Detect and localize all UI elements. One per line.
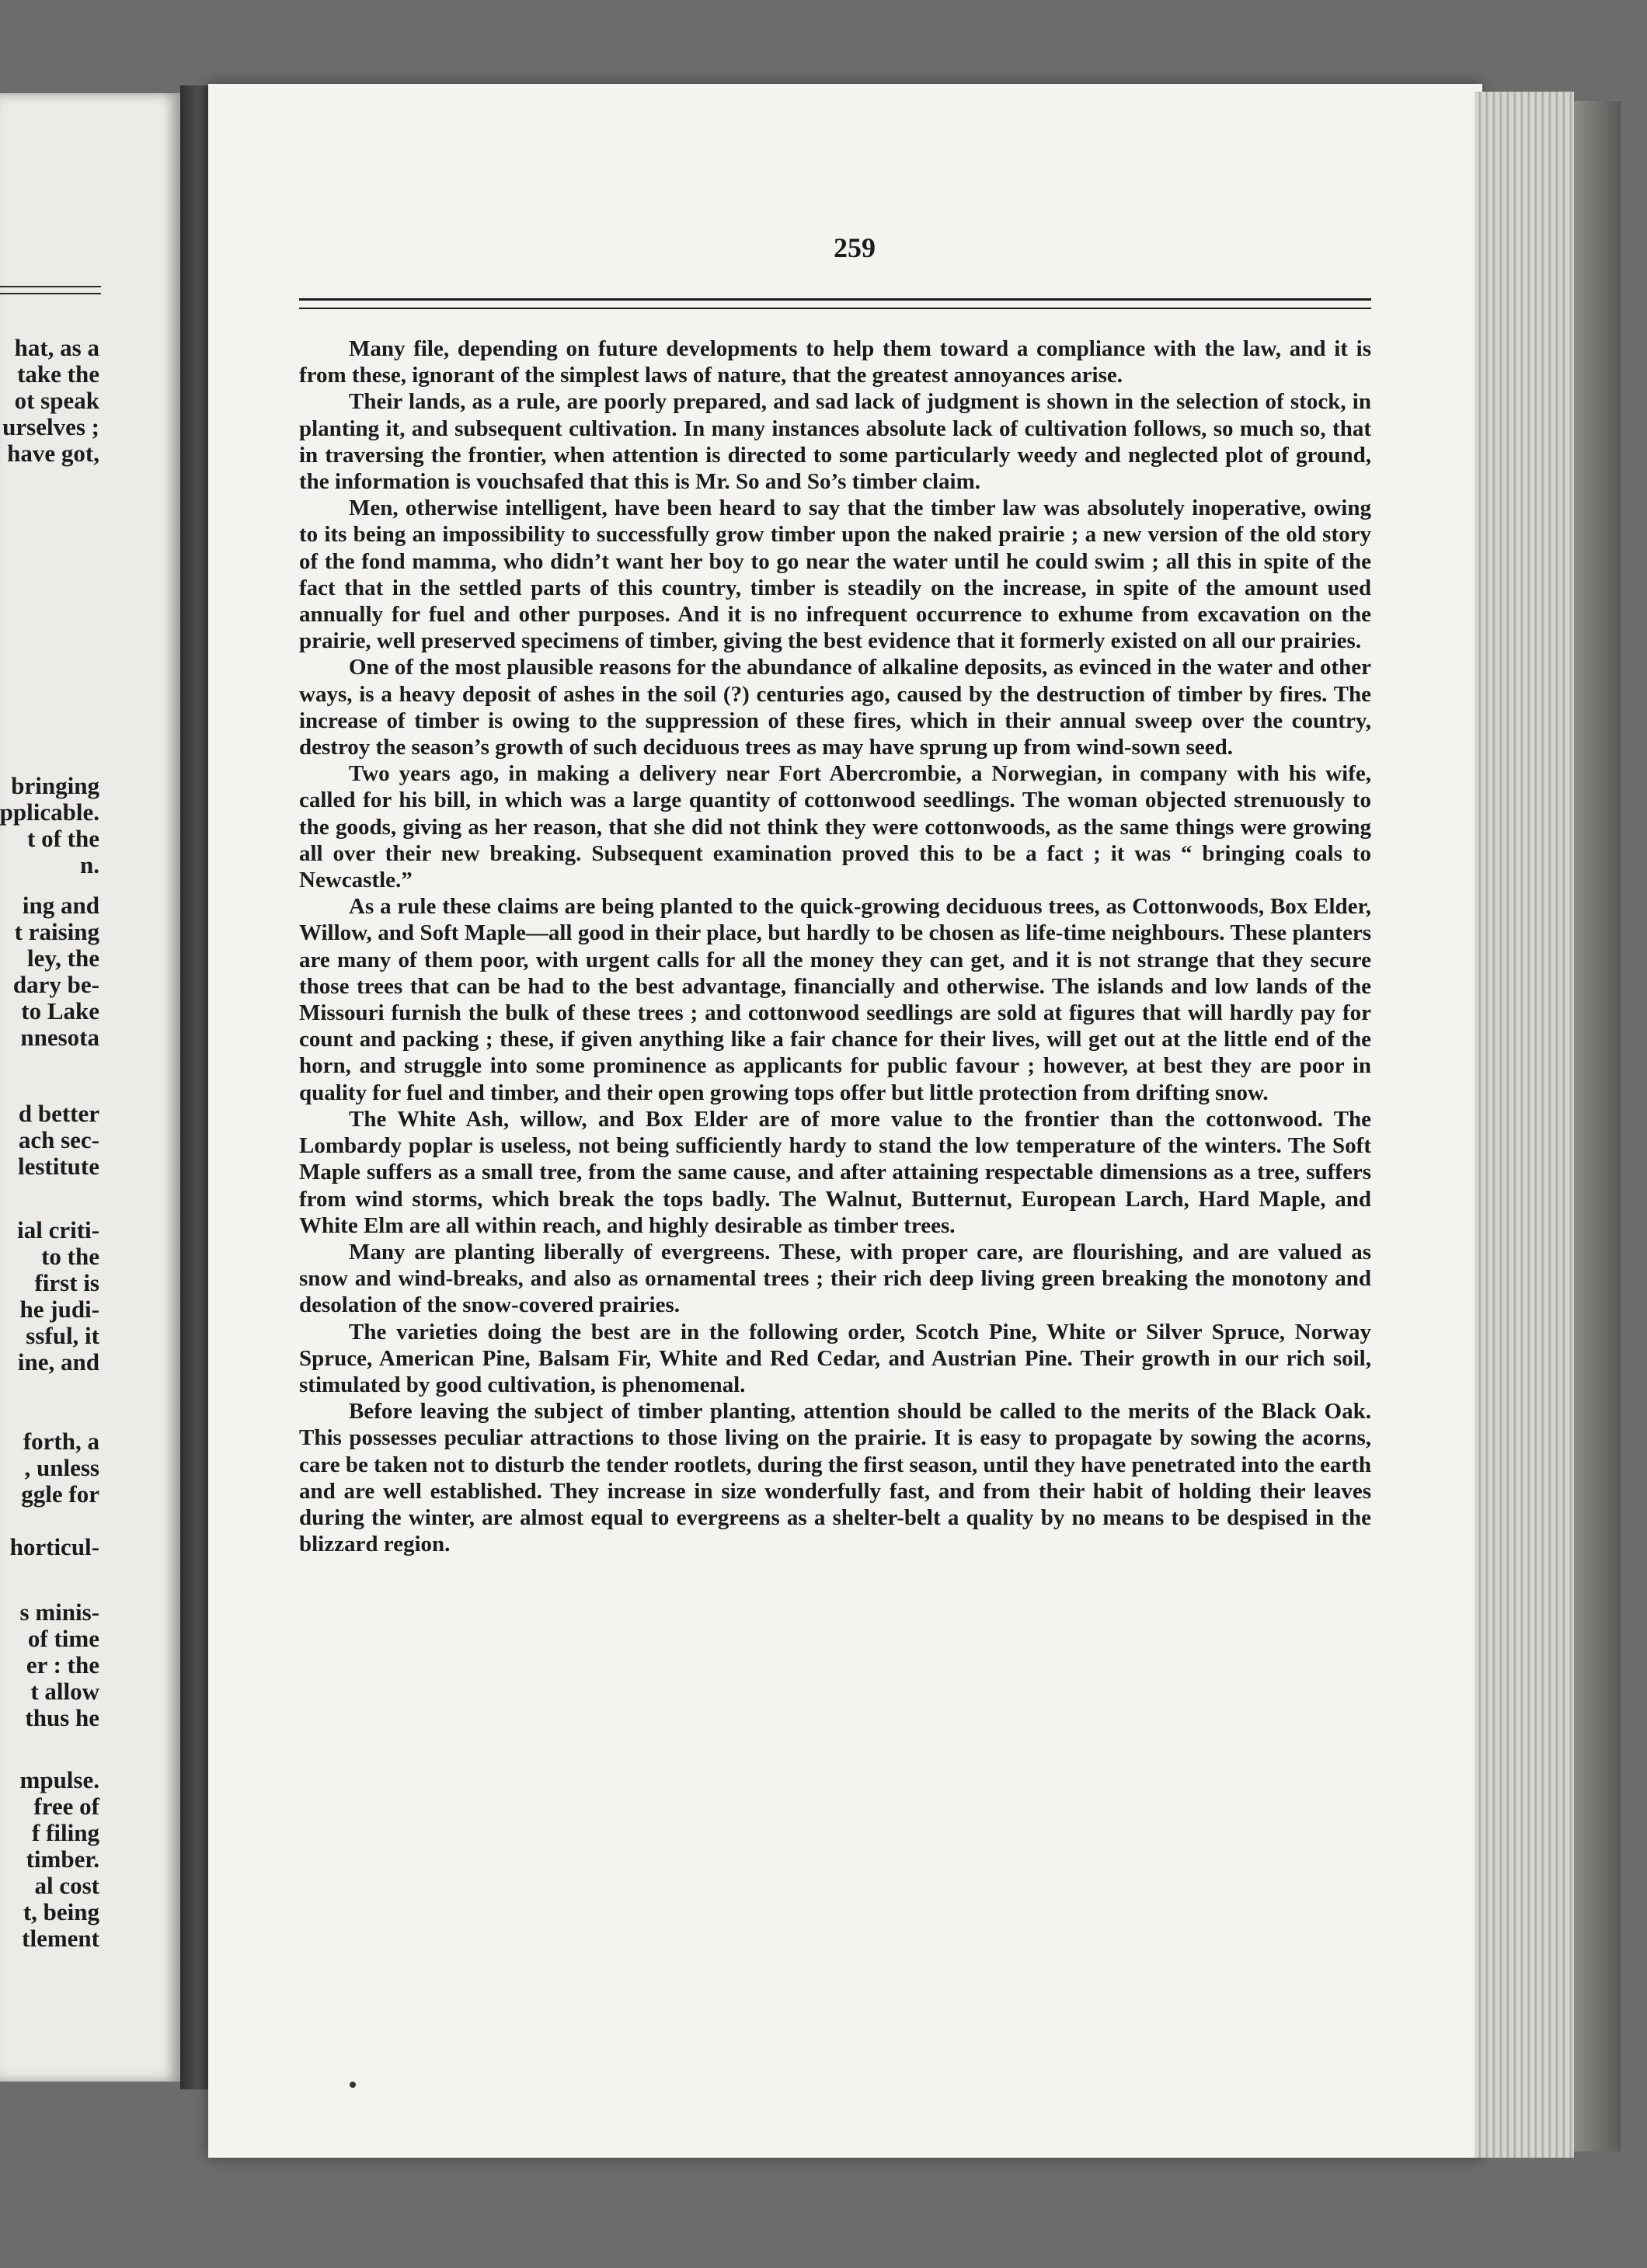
facing-page-left — [0, 93, 180, 2082]
facing-page-line-fragment: have got, — [7, 440, 99, 467]
facing-page-line-fragment: bringing — [11, 772, 99, 799]
paragraph: The varieties doing the best are in the following order, Scotch Pine, White or Silver Spruce, Norway Spruce, American Pine, Balsam Fir, White and Red Cedar, and Austrian Pine. Their growth in our rich soil, stimulated by good cultivation, is phenomenal. — [299, 1319, 1371, 1397]
paragraph: The White Ash, willow, and Box Elder are of more value to the frontier than the cottonwood. The Lombardy poplar is useless, not being sufficiently hardy to stand the low temperature of the winters. The Soft Maple suffers as a small tree, from the same cause, and after attaining respectable dimensions as a tree, suffers from wind storms, which break the tops badly. The Walnut, Butternut, European Larch, Hard Maple, and White Elm are all within reach, and highly desirable as timber trees. — [299, 1106, 1371, 1238]
facing-page-line-fragment: timber. — [26, 1845, 99, 1873]
book-gutter — [180, 85, 210, 2089]
facing-page-line-fragment: first is — [34, 1269, 99, 1296]
facing-page-line-fragment: pplicable. — [0, 798, 99, 826]
facing-page-line-fragment: forth, a — [23, 1428, 99, 1455]
book-cover-edge — [1574, 101, 1621, 2151]
facing-page-line-fragment: he judi- — [19, 1296, 99, 1323]
facing-page-line-fragment: of time — [27, 1625, 99, 1652]
paragraph: One of the most plausible reasons for the abundance of alkaline deposits, as evinced in the water and other ways, is a heavy deposit of ashes in the soil (?) centuries ago, caused by the destruction of timber by fires. The increase of timber is owing to the suppression of these fires, which in their annual sweep over the country, destroy the season’s growth of such deciduous trees as may have sprung up from wind-sown seed. — [299, 655, 1371, 760]
facing-page-line-fragment: t of the — [27, 825, 99, 852]
facing-page-header-rule — [0, 286, 101, 294]
facing-page-line-fragment: tlement — [22, 1925, 99, 1952]
facing-page-line-fragment: ing and — [22, 892, 99, 919]
facing-page-line-fragment: s minis- — [19, 1598, 99, 1626]
paragraph: Many file, depending on future developments to help them toward a compliance with the law, and it is from these, ignorant of the simplest laws of nature, that the greatest annoyances arise. — [299, 336, 1371, 388]
facing-page-line-fragment: horticul- — [9, 1533, 99, 1560]
facing-page-line-fragment: d better — [18, 1100, 99, 1127]
facing-page-line-fragment: , unless — [24, 1454, 99, 1481]
header-rule — [299, 298, 1371, 309]
facing-page-line-fragment: f filing — [32, 1819, 99, 1846]
paragraph: Two years ago, in making a delivery near Fort Abercrombie, a Norwegian, in company with his wife, called for his bill, in which was a large quantity of cottonwood seedlings. The woman objected strenuously to the goods, giving as her reason, that she did not think they were cottonwoods, as the same things were growing all over their new breaking. Subsequent examination proved this to be a fact ; it was “ bringing coals to Newcastle.” — [299, 761, 1371, 893]
facing-page-line-fragment: take the — [17, 360, 99, 388]
facing-page-line-fragment: dary be- — [12, 971, 99, 998]
facing-page-line-fragment: t raising — [14, 918, 99, 945]
paragraph: Men, otherwise intelligent, have been heard to say that the timber law was absolutely inoperative, owing to its being an impossibility to successfully grow timber upon the naked prairie ; a new version of the old story of the fond mamma, who didn’t want her boy to go near the water until he could swim ; all this in spite of the fact that in the settled parts of this country, timber is steadily on the increase, in spite of the amount used annually for fuel and other purposes. And it is no infrequent occurrence to exhume from excavation on the prairie, well preserved specimens of timber, giving the best evidence that it formerly existed on all our prairies. — [299, 496, 1371, 654]
facing-page-line-fragment: lestitute — [17, 1153, 99, 1180]
facing-page-line-fragment: t, being — [23, 1898, 99, 1925]
body-text — [299, 336, 1371, 1557]
facing-page-line-fragment: urselves ; — [2, 413, 99, 440]
facing-page-line-fragment: n. — [80, 851, 99, 878]
facing-page-line-fragment: ial criti- — [17, 1216, 99, 1244]
facing-page-line-fragment: mpulse. — [19, 1766, 99, 1793]
facing-page-line-fragment: ine, and — [17, 1348, 99, 1376]
facing-page-line-fragment: to Lake — [21, 997, 99, 1024]
facing-page-line-fragment: ot speak — [14, 387, 99, 414]
facing-page-line-fragment: ley, the — [27, 944, 99, 972]
page-edges — [1475, 92, 1574, 2158]
facing-page-line-fragment: ach sec- — [18, 1126, 99, 1153]
facing-page-line-fragment: hat, as a — [14, 334, 99, 361]
facing-page-line-fragment: ssful, it — [26, 1322, 99, 1349]
facing-page-line-fragment: free of — [33, 1793, 99, 1820]
paragraph: Before leaving the subject of timber planting, attention should be called to the merits of the Black Oak. This possesses peculiar attractions to those living on the prairie. It is easy to propagate by sowing the acorns, care be taken not to disturb the tender rootlets, during the first season, until they have penetrated into the earth and are well established. They increase in size wonderfully fast, and from their habit of holding their leaves during the winter, are almost equal to evergreens as a shelter-belt a quality by no means to be despised in the blizzard region. — [299, 1399, 1371, 1557]
facing-page-line-fragment: ggle for — [21, 1480, 99, 1508]
facing-page-line-fragment: t allow — [30, 1678, 99, 1705]
facing-page-line-fragment: er : the — [26, 1651, 99, 1678]
facing-page-line-fragment: nnesota — [20, 1024, 99, 1051]
facing-page-line-fragment: thus he — [25, 1704, 99, 1731]
ink-speck — [350, 2082, 356, 2088]
paragraph: Many are planting liberally of evergreens. These, with proper care, are flourishing, and are valued as snow and wind-breaks, and also as ornamental trees ; their rich deep living green breaking the monotony and desolation of the snow-covered prairies. — [299, 1239, 1371, 1318]
facing-page-line-fragment: al cost — [34, 1872, 99, 1899]
paragraph: As a rule these claims are being planted to the quick-growing deciduous trees, as Cottonwoods, Box Elder, Willow, and Soft Maple—all good in their place, but hardly to be chosen as life-time neighbours. These planters are many of them poor, with urgent calls for all the money they can get, and it is not strange that they secure those trees that can be had to the best advantage, financially and otherwise. The islands and low lands of the Missouri furnish the bulk of these trees ; and cottonwood seedlings are sold at figures that will hardly pay for count and packing ; these, if given anything like a fair chance for their lives, will get out at the little end of the horn, and struggle into some prominence as applicants for public favour ; however, at best they are poor in quality for fuel and timber, and their open growing tops offer but little protection from drifting snow. — [299, 894, 1371, 1105]
paragraph: Their lands, as a rule, are poorly prepared, and sad lack of judgment is shown in the selection of stock, in planting it, and subsequent cultivation. In many instances absolute lack of cultivation follows, so much so, that in traversing the frontier, when attention is directed to some particularly weedy and neglected plot of ground, the information is vouchsafed that this is Mr. So and So’s timber claim. — [299, 389, 1371, 495]
facing-page-line-fragment: to the — [41, 1243, 99, 1270]
page-number: 259 — [834, 232, 876, 263]
